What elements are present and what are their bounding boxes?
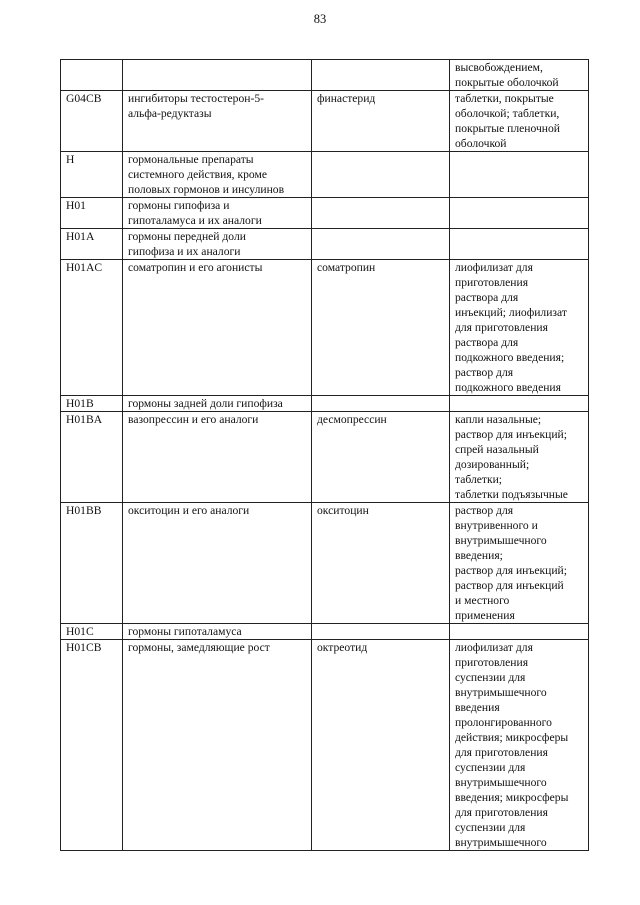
- dosage-form-cell: [450, 396, 589, 412]
- drug-name-cell: [312, 152, 450, 198]
- dosage-form-cell: раствор для внутривенного и внутримышечного введения; раствор для инъекций; раствор для инъекций и местного применения: [450, 503, 589, 624]
- page-number: 83: [313, 12, 327, 26]
- table-row: [61, 152, 589, 198]
- atc-code-cell: H01B: [61, 396, 123, 412]
- table-row: [61, 503, 589, 624]
- drug-name-cell: соматропин: [312, 260, 450, 396]
- table-row: [61, 396, 589, 412]
- drug-name-cell: [312, 229, 450, 260]
- drug-name-cell: [312, 60, 450, 91]
- table-row: [61, 91, 589, 152]
- table-row: [61, 624, 589, 640]
- table-row: [61, 198, 589, 229]
- dosage-form-cell: лиофилизат для приготовления суспензии для внутримышечного введения пролонгированного действия; микросферы для приготовления суспензии для внутримышечного введения; микросферы для приготовления суспензии для внутримышечного: [450, 640, 589, 851]
- pharmacological-group-cell: соматропин и его агонисты: [123, 260, 312, 396]
- pharmacological-group-cell: [123, 60, 312, 91]
- drug-name-cell: [312, 624, 450, 640]
- pharmacological-group-cell: гормоны, замедляющие рост: [123, 640, 312, 851]
- drug-name-cell: окситоцин: [312, 503, 450, 624]
- pharmacological-group-cell: ингибиторы тестостерон-5- альфа-редуктазы: [123, 91, 312, 152]
- dosage-form-cell: [450, 198, 589, 229]
- drug-name-cell: десмопрессин: [312, 412, 450, 503]
- atc-code-cell: H01: [61, 198, 123, 229]
- pharmacological-group-cell: гормоны гипоталамуса: [123, 624, 312, 640]
- atc-code-cell: G04CB: [61, 91, 123, 152]
- dosage-form-cell: [450, 624, 589, 640]
- table-row: [61, 260, 589, 396]
- medicine-table: [60, 59, 589, 851]
- drug-name-cell: финастерид: [312, 91, 450, 152]
- dosage-form-cell: капли назальные; раствор для инъекций; спрей назальный дозированный; таблетки; таблетки подъязычные: [450, 412, 589, 503]
- atc-code-cell: [61, 60, 123, 91]
- pharmacological-group-cell: гормоны гипофиза и гипоталамуса и их аналоги: [123, 198, 312, 229]
- dosage-form-cell: [450, 229, 589, 260]
- table-row: [61, 229, 589, 260]
- dosage-form-cell: лиофилизат для приготовления раствора для инъекций; лиофилизат для приготовления раствора для подкожного введения; раствор для подкожного введения: [450, 260, 589, 396]
- drug-name-cell: [312, 198, 450, 229]
- drug-name-cell: [312, 396, 450, 412]
- pharmacological-group-cell: гормоны задней доли гипофиза: [123, 396, 312, 412]
- atc-code-cell: H01A: [61, 229, 123, 260]
- pharmacological-group-cell: вазопрессин и его аналоги: [123, 412, 312, 503]
- atc-code-cell: H01C: [61, 624, 123, 640]
- atc-code-cell: H: [61, 152, 123, 198]
- pharmacological-group-cell: гормональные препараты системного действия, кроме половых гормонов и инсулинов: [123, 152, 312, 198]
- pharmacological-group-cell: окситоцин и его аналоги: [123, 503, 312, 624]
- dosage-form-cell: [450, 152, 589, 198]
- table-row: [61, 60, 589, 91]
- pharmacological-group-cell: гормоны передней доли гипофиза и их аналоги: [123, 229, 312, 260]
- drug-name-cell: октреотид: [312, 640, 450, 851]
- dosage-form-cell: высвобождением, покрытые оболочкой: [450, 60, 589, 91]
- atc-code-cell: H01CB: [61, 640, 123, 851]
- dosage-form-cell: таблетки, покрытые оболочкой; таблетки, покрытые пленочной оболочкой: [450, 91, 589, 152]
- table-row: [61, 640, 589, 851]
- table-body: [61, 60, 589, 851]
- atc-code-cell: H01BB: [61, 503, 123, 624]
- table-row: [61, 412, 589, 503]
- atc-code-cell: H01BA: [61, 412, 123, 503]
- atc-code-cell: H01AC: [61, 260, 123, 396]
